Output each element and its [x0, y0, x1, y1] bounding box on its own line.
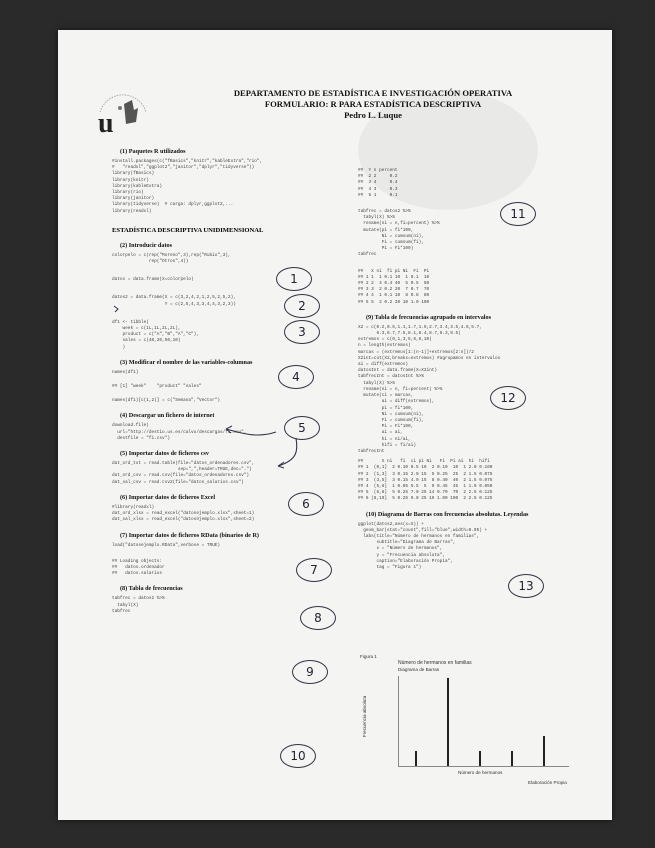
code-colorpelo: colorpelo = c(rep("Moreno",3),rep("Rubio",3), rep("Otros",4))	[112, 252, 231, 265]
code-load-rdata: load("datosejemplo.RData",verbose = TRUE)	[112, 542, 221, 548]
bar-x2	[447, 678, 449, 766]
figure-ylabel: Frecuencia absoluta	[362, 695, 368, 738]
section-input-data: (2) Introducir datos	[120, 241, 173, 249]
code-intervals: X2 = c(0.2,0.6,1.1,1.7,1.9,2.7,3.4,3.5,4.6,5.7, 6.3,6.7,7.5,8.1,8.4,8.7,9.3,9.5) extremos = c(0,1,3,5,6,8,10) n = length(extremos) marcas = (extremos[1:(n-1)]+extremos[2:n])/2 X2int=cut(X2,breaks=extremos) #agrupamos en intervalos ai = diff(extremos) datosInt = data.frame(X=X2int) tabfrecInt = datosInt %>% tabyl(X) %>% rename(ni = n, fi=percent) %>% mutate(ci = marcas, ai = diff(extremos), pi = fi*100, Ni = cumsum(ni), Fi = cumsum(fi), Pi = Fi*100, ai = ai, hi = ni/ai, hifi = fi/ai) tabfrecInt	[358, 324, 501, 454]
scanned-page	[58, 30, 612, 820]
bar-x5	[543, 736, 545, 766]
output-intervals: ## X ni fi ci pi Ni Fi Pi ai hi hifi ## 1 (0,1] 2 0.10 0.5 10 2 0.10 10 1 2.0 0.100 ## 2 (1,3] 3 0.15 2.0 15 5 0.25 25 2 1.5 0.075 ## 3 (3,5] 3 0.15 4.0 15 8 0.40 40 2 1.5 0.075 ## 4 (5,6] 1 0.05 5.5 5 9 0.45 45 1 1.0 0.050 ## 5 (6,8] 5 0.25 7.0 25 14 0.70 70 2 2.5 0.125 ## 6 (8,10] 5 0.25 9.0 25 19 1.00 100 2 2.5 0.125	[358, 459, 493, 502]
handwritten-circle-4: 4	[278, 365, 314, 389]
department-title: DEPARTAMENTO DE ESTADÍSTICA E INVESTIGACIÓN OPERATIVA	[233, 88, 513, 98]
figure-xlabel: Número de hermanos	[458, 770, 503, 775]
bar-chart-figure	[358, 654, 588, 794]
section-frequency-table: (8) Tabla de frecuencias	[120, 585, 183, 593]
handwritten-circle-5: 5	[284, 416, 320, 440]
svg-text:u: u	[98, 108, 114, 136]
output-tabyl-percent: ## Y n percent ## 2 2 0.2 ## 3 4 0.4 ## 4 3 0.3 ## 5 1 0.1	[358, 168, 398, 198]
handwritten-circle-6: 6	[288, 492, 324, 516]
handwritten-circle-13: 13	[508, 574, 544, 598]
output-names: ## [1] "week" "product" "sales"	[112, 384, 202, 390]
code-names: names(df1)	[112, 369, 139, 375]
section-import-csv: (5) Importar datos de ficheros csv	[120, 450, 209, 458]
code-tibble: df1 <- tibble( week = c(1L,1L,2L,2L), product = c("A","B","A","C"), sales = c(40,20,50,10) )	[112, 319, 199, 350]
bar-x4	[511, 751, 513, 766]
handwritten-circle-11: 11	[500, 202, 536, 226]
section-import-excel: (6) Importar datos de ficheros Excel	[120, 493, 216, 501]
left-column	[112, 140, 368, 618]
plot-area	[398, 676, 569, 767]
code-import-csv: dat_ord_txt = read.table(file="datos_ordenadores.csv", sep=",",header=TRUE,dec=".") dat_ord_csv = read.csv(file="datos_ordenadores.csv") dat_sal_csv = read.csv2(file="datos_salarios.csv")	[112, 461, 255, 485]
handwritten-circle-8: 8	[300, 606, 336, 630]
university-logo	[94, 82, 152, 136]
figure-caption: Elaboración Propia	[528, 780, 567, 785]
bar-x3	[479, 751, 481, 766]
handwritten-circle-10: 10	[280, 744, 316, 768]
code-ggplot: ggplot(datos2,aes(x=X)) + geom_bar(stat="count",fill="blue",width=0.05) + labs(title="Número de hermanos en familias", subtitle="Diagrama de Barras", x = "Número de hermanos", y = "Frecuencia absoluta", caption="Elaboración Propia", tag = "Figura 1")	[358, 521, 488, 570]
document-title: FORMULARIO: R PARA ESTADÍSTICA DESCRIPTIVA	[264, 99, 482, 109]
section-download: (4) Descargar un fichero de internet	[120, 412, 215, 420]
code-packages: #install.packages(c("fBasics","knitr","kableExtra","rio", # "readxl","ggplot2","janitor","dplyr","tidyverse")) library(fBasics) library(knitr) library(kableExtra) library(rio) library(janitor) library(tidyverse) # carga: dplyr,ggplot2,... library(readxl)	[112, 159, 263, 214]
section-import-rdata: (7) Importar datos de ficheros RData (binarios de R)	[120, 531, 259, 539]
output-load-rdata: ## Loading objects: ## datos.ordenador ## datos.salarios	[112, 558, 165, 577]
author-name: Pedro L. Luque	[344, 110, 402, 120]
section-bar-chart: (10) Diagrama de Barras con frecuencias absolutas. Leyendas	[366, 510, 529, 518]
heading-univariate: ESTADÍSTICA DESCRIPTIVA UNIDIMENSIONAL	[112, 226, 264, 234]
handwritten-circle-2: 2	[284, 294, 320, 318]
figure-title: Número de hermanos en familias	[398, 660, 472, 666]
figure-tag: Figura 1	[360, 654, 377, 659]
output-tabfrec: ## X ni fi pi Ni Fi Pi ## 1 1 1 0.1 10 1 0.1 10 ## 2 2 4 0.4 40 5 0.5 50 ## 3 3 2 0.2 20 7 0.7 70 ## 4 4 1 0.1 10 8 0.8 80 ## 5 5 2 0.2 20 10 1.0 100	[358, 268, 430, 305]
handwritten-circle-7: 7	[296, 558, 332, 582]
code-tabfrec-mutate: tabfrec = datos2 %>% tabyl(X) %>% rename(ni = n,fi=percent) %>% mutate(pi = fi*100, Ni = cumsum(ni), Fi = cumsum(fi), Pi = Fi*100) tabfrec	[358, 209, 440, 258]
code-dataframe2: datos2 = data.frame(X = c(3,2,4,2,1,2,5,2,5,2), Y = c(2,5,4,3,3,4,4,3,2,3))	[112, 295, 236, 307]
right-column	[358, 168, 598, 574]
code-import-excel: #library(readxl) dat_ord_xlsx = read_excel("datosejemplo.xlsx",sheet=1) dat_sal_xlsx = read_excel("datosejemplo.xlsx",sheet=2)	[112, 504, 255, 523]
section-grouped-frequency: (9) Tabla de frecuencias agrupado en intervalos	[366, 313, 492, 321]
code-download: download.file( url="http://destio.us.es/calvo/descargas/fi.csv", destfile = "fi.csv")	[112, 423, 247, 441]
figure-subtitle: Diagrama de Barras	[398, 667, 440, 672]
code-tabfrec: tabfrec = datos2 %>% tabyl(X) tabfrec	[112, 596, 165, 614]
bar-x1	[415, 751, 417, 766]
handwritten-circle-1: 1	[276, 267, 312, 291]
section-packages: (1) Paquetes R utilizados	[120, 148, 186, 155]
handwritten-circle-12: 12	[490, 386, 526, 410]
handwritten-circle-9: 9	[292, 660, 328, 684]
code-dataframe: datos = data.frame(X=colorpelo)	[112, 277, 194, 283]
section-rename-columns: (3) Modificar el nombre de las variables-columnas	[120, 358, 253, 366]
document-header	[208, 88, 538, 121]
handwritten-circle-3: 3	[284, 320, 320, 344]
code-rename: names(df1)[c(1,2)] = c("Semana","Vector")	[112, 398, 221, 404]
